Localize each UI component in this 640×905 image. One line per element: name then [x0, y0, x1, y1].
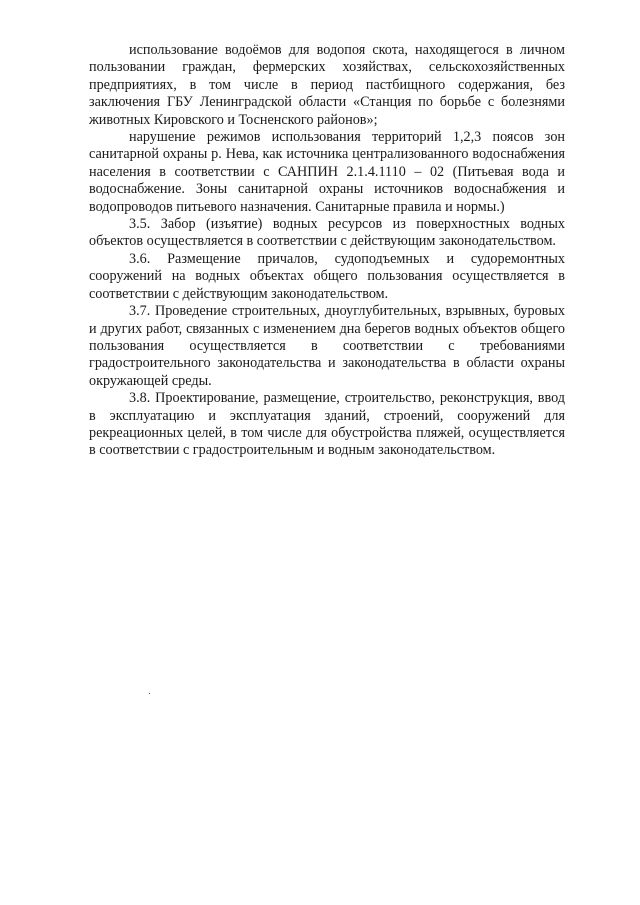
scan-speck: [149, 693, 150, 694]
paragraph-watering-livestock: использование водоёмов для водопоя скота, находящегося в личном пользовании граждан, фермерских хозяйствах, сельскохозяйственных предприятиях, в том числе в период пастбищного содержания, без заключения ГБУ Ленинградской области «Станция по борьбе с болезнями животных Кировского и Тосненского районов»;: [89, 42, 565, 128]
paragraph-sanitary-zones: нарушение режимов использования территорий 1,2,3 поясов зон санитарной охраны р. Нева, как источника централизованного водоснабжения населения в соответствии с САНПИН 2.1.4.1110 – 02 (Питьевая вода и водоснабжение. Зоны санитарной охраны источников водоснабжения и водопроводов питьевого назначения. Санитарные правила и нормы.): [89, 129, 565, 215]
document-body: [89, 42, 565, 460]
paragraph-3-6-moorings: 3.6. Размещение причалов, судоподъемных и судоремонтных сооружений на водных объектах общего пользования осуществляется в соответствии с действующим законодательством.: [89, 250, 565, 302]
paragraph-3-5-water-intake: 3.5. Забор (изъятие) водных ресурсов из поверхностных водных объектов осуществляется в соответствии с действующим законодательством.: [89, 216, 565, 250]
paragraph-3-7-construction-works: 3.7. Проведение строительных, дноуглубительных, взрывных, буровых и других работ, связанных с изменением дна берегов водных объектов общего пользования осуществляется в соответствии с требованиями градостроительного законодательства и законодательства в области охраны окружающей среды.: [89, 303, 565, 389]
paragraph-3-8-recreation-design: 3.8. Проектирование, размещение, строительство, реконструкция, ввод в эксплуатацию и эксплуатация зданий, строений, сооружений для рекреационных целей, в том числе для обустройства пляжей, осуществляется в соответствии с градостроительным и водным законодательством.: [89, 390, 565, 459]
